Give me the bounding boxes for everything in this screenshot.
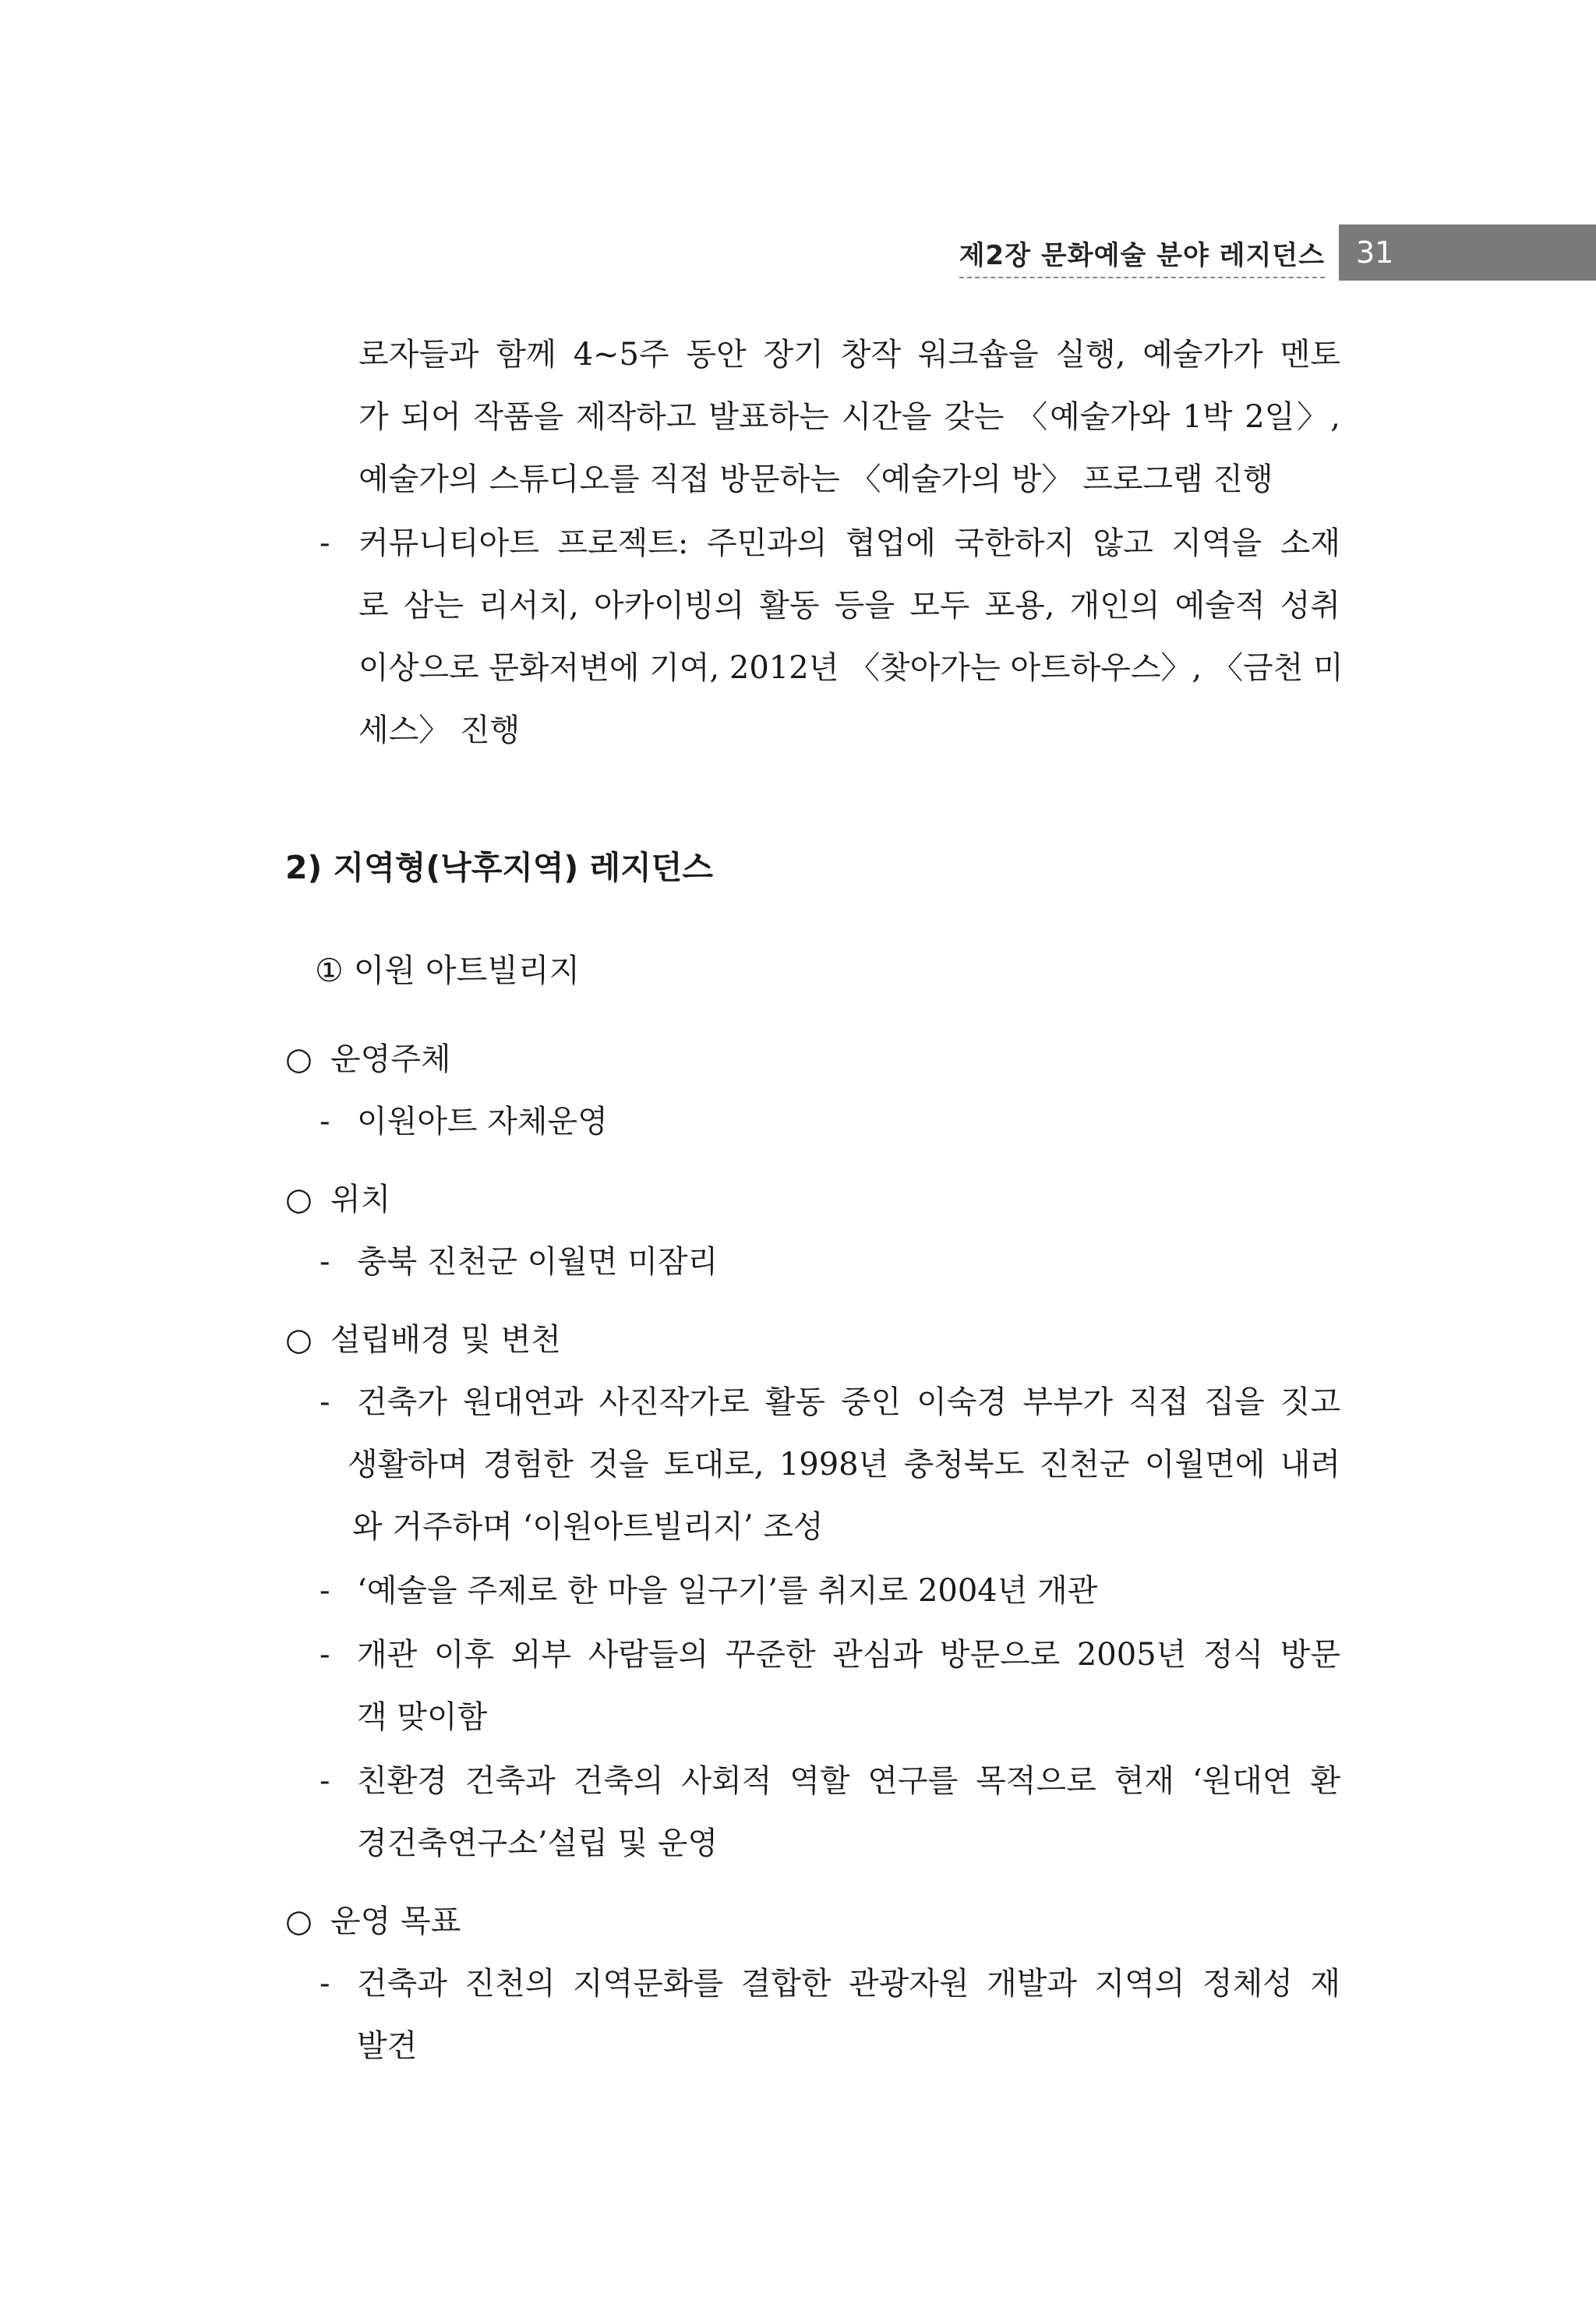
dash-text: 충북 진천군 이월면 미잠리 — [357, 1244, 719, 1280]
list-item-dash — [320, 1242, 718, 1281]
paragraph-line: 예술가의 스튜디오를 직접 방문하는 〈예술가의 방〉 프로그램 진행 — [358, 461, 1273, 497]
bullet-label: 운영 목표 — [330, 1903, 461, 1939]
dash-marker: - — [320, 1573, 330, 1609]
paragraph-line: 생활하며 경험한 것을 토대로, 1998년 충청북도 진천군 이월면에 내려 — [348, 1447, 1340, 1483]
page-number-box — [1339, 224, 1596, 281]
list-item-dash — [320, 1102, 608, 1141]
list-item-dash — [320, 1762, 357, 1801]
dash-text: 이원아트 자체운영 — [357, 1104, 608, 1140]
list-item-dash — [320, 1571, 1097, 1610]
paragraph-line: 친환경 건축과 건축의 사회적 역할 연구를 목적으로 현재 ‘원대연 환 — [357, 1763, 1340, 1799]
bullet-label: 운영주체 — [330, 1041, 451, 1077]
section-heading: 2) 지역형(낙후지역) 레지던스 — [285, 849, 713, 886]
paragraph-line: 세스〉 진행 — [358, 712, 521, 748]
list-item-dash — [320, 524, 357, 563]
dash-marker: - — [320, 1966, 330, 2002]
page-header — [0, 224, 1596, 281]
list-item-dash — [320, 1635, 357, 1674]
dash-marker: - — [320, 1104, 330, 1140]
dash-marker: - — [320, 1637, 330, 1673]
paragraph-line: 가 되어 작품을 제작하고 발표하는 시간을 갖는 〈예술가와 1박 2일〉, — [358, 399, 1340, 435]
list-item-dash — [320, 1383, 357, 1422]
list-item-bullet — [285, 1320, 561, 1359]
paragraph-line: 로자들과 함께 4~5주 동안 장기 창작 워크숍을 실행, 예술가가 멘토 — [358, 337, 1340, 373]
paragraph-line: 경건축연구소’설립 및 운영 — [357, 1825, 719, 1861]
paragraph-line: 커뮤니티아트 프로젝트: 주민과의 협업에 국한하지 않고 지역을 소재 — [358, 525, 1340, 561]
dash-marker: - — [320, 1244, 330, 1280]
circle-bullet: ○ — [285, 1041, 312, 1077]
paragraph-line: 객 맞이함 — [357, 1699, 488, 1735]
list-item-bullet — [285, 1040, 451, 1079]
list-item-dash — [320, 1964, 357, 2003]
page-number: 31 — [1356, 235, 1394, 270]
paragraph-line: 이상으로 문화저변에 기여, 2012년 〈찾아가는 아트하우스〉, 〈금천 미 — [358, 650, 1344, 686]
list-item-bullet — [285, 1902, 461, 1941]
bullet-label: 설립배경 및 변천 — [330, 1322, 561, 1358]
sub-heading: ① 이원 아트빌리지 — [315, 952, 581, 989]
dash-marker: - — [320, 1384, 330, 1420]
paragraph-line: 건축가 원대연과 사진작가로 활동 중인 이숙경 부부가 직접 집을 짓고 — [357, 1384, 1340, 1420]
paragraph-line: 개관 이후 외부 사람들의 꾸준한 관심과 방문으로 2005년 정식 방문 — [357, 1637, 1340, 1673]
paragraph-line: 건축과 진천의 지역문화를 결합한 관광자원 개발과 지역의 정체성 재 — [357, 1966, 1340, 2002]
circle-bullet: ○ — [285, 1182, 312, 1218]
paragraph-line: 로 삼는 리서치, 아카이빙의 활동 등을 모두 포용, 개인의 예술적 성취 — [358, 588, 1340, 624]
bullet-label: 위치 — [330, 1182, 391, 1218]
paragraph-line: 와 거주하며 ‘이원아트빌리지’ 조성 — [352, 1509, 824, 1545]
list-item-bullet — [285, 1180, 390, 1219]
circle-bullet: ○ — [285, 1322, 312, 1358]
circle-bullet: ○ — [285, 1903, 312, 1939]
paragraph-line: 발견 — [357, 2028, 418, 2064]
dash-text: ‘예술을 주제로 한 마을 일구기’를 취지로 2004년 개관 — [357, 1573, 1098, 1609]
dash-marker: - — [320, 525, 330, 561]
chapter-title: 제2장 문화예술 분야 레지던스 — [959, 234, 1325, 278]
dash-marker: - — [320, 1763, 330, 1799]
